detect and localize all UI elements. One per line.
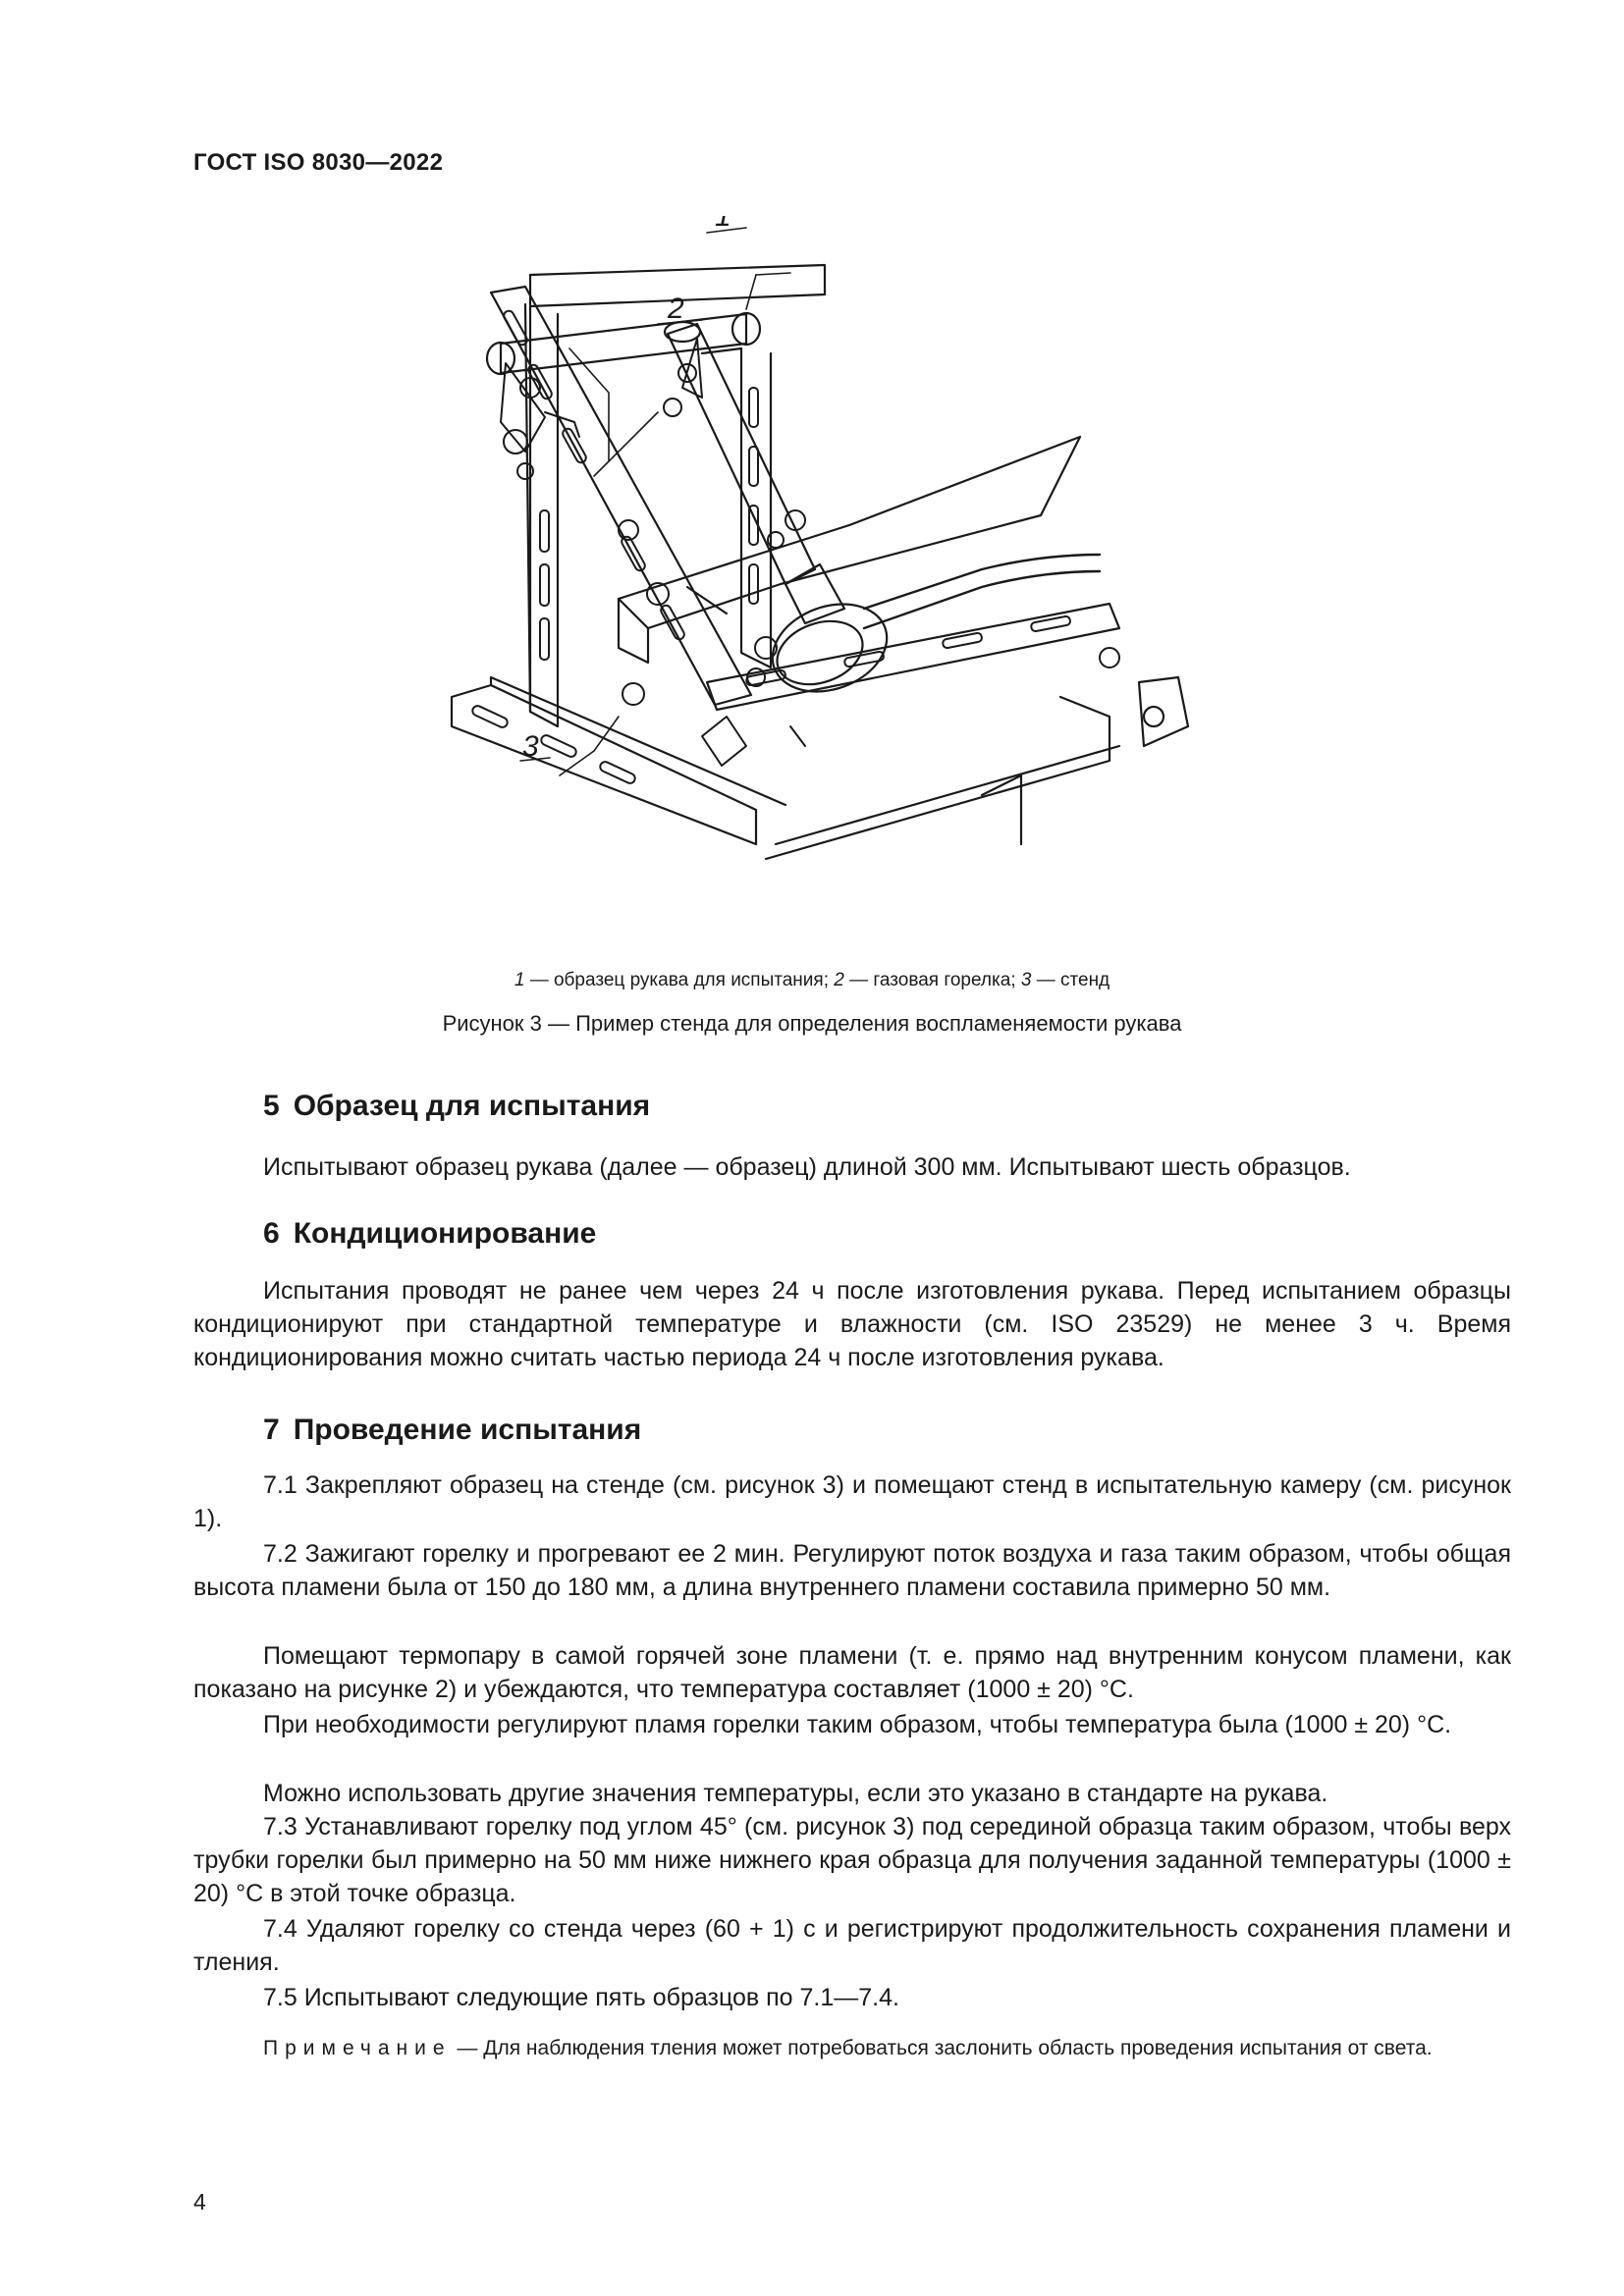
callout-1: 1 bbox=[715, 216, 731, 233]
section-6-paragraph: Испытания проводят не ранее чем через 24 ч после изготовления рукава. Перед испытанием образцы кондиционируют при стандартной температуре и влажности (см. ISO 23529) не менее 3 ч. Время кондиционирования можно считать частью периода 24 ч после изготовления рукава. bbox=[193, 1277, 1511, 1371]
section-6-title: Кондиционирование bbox=[293, 1217, 597, 1250]
clause-7-2-adjust: При необходимости регулируют пламя горелки таким образом, чтобы температура была (1000 ± 20) °С. bbox=[263, 1711, 1452, 1738]
callout-2: 2 bbox=[668, 293, 684, 325]
note-label: Примечание bbox=[263, 2037, 452, 2059]
section-7-number: 7 bbox=[263, 1414, 280, 1446]
legend-num-3: 3 bbox=[1020, 970, 1032, 990]
section-6-heading bbox=[263, 1217, 596, 1251]
clause-7-5: 7.5 Испытывают следующие пять образцов по 7.1—7.4. bbox=[263, 1984, 899, 2011]
section-5-number: 5 bbox=[263, 1090, 280, 1122]
legend-num-2: 2 bbox=[834, 970, 844, 990]
legend-text-1: — образец рукава для испытания; bbox=[524, 970, 835, 990]
legend-text-3: — стенд bbox=[1031, 970, 1110, 990]
clause-7-2-other-temp: Можно использовать другие значения температуры, если это указано в стандарте на рукава. bbox=[263, 1780, 1328, 1807]
callout-3: 3 bbox=[522, 730, 539, 763]
test-stand-drawing bbox=[432, 216, 1296, 942]
section-7-heading bbox=[263, 1414, 641, 1447]
clause-7-2-thermocouple: Помещают термопару в самой горячей зоне пламени (т. е. прямо над внутренним конусом пламени, как показано на рисунке 2) и убеждаются, что температура составляет (1000 ± 20) °С. bbox=[193, 1642, 1511, 1703]
note-text: — Для наблюдения тления может потребоваться заслонить область проведения испытания от света. bbox=[451, 2037, 1433, 2059]
document-header: ГОСТ ISO 8030—2022 bbox=[193, 149, 444, 176]
note bbox=[193, 2034, 1511, 2063]
figure-test-stand bbox=[432, 216, 1296, 942]
section-5-title: Образец для испытания bbox=[293, 1090, 651, 1122]
page-number: 4 bbox=[193, 2189, 206, 2215]
figure-caption: Рисунок 3 — Пример стенда для определения воспламеняемости рукава bbox=[442, 1011, 1182, 1036]
legend-num-1: 1 bbox=[514, 970, 525, 990]
clause-7-2: 7.2 Зажигают горелку и прогревают ее 2 мин. Регулируют поток воздуха и газа таким образом, чтобы общая высота пламени была от 150 до 180 мм, а длина внутреннего пламени составила примерно 50 мм. bbox=[193, 1540, 1511, 1601]
section-7-title: Проведение испытания bbox=[293, 1414, 642, 1446]
figure-legend bbox=[0, 970, 1624, 991]
clause-7-1: 7.1 Закрепляют образец на стенде (см. рисунок 3) и помещают стенд в испытательную камеру (см. рисунок 1). bbox=[193, 1471, 1511, 1532]
section-5-heading bbox=[263, 1090, 650, 1123]
legend-text-2: — газовая горелка; bbox=[843, 970, 1021, 990]
clause-7-3: 7.3 Устанавливают горелку под углом 45° (см. рисунок 3) под серединой образца таким образом, чтобы верх трубки горелки был примерно на 50 мм ниже нижнего края образца для получения заданной температуры (1000 ± 20) °С в этой точке образца. bbox=[193, 1813, 1511, 1907]
clause-7-4: 7.4 Удаляют горелку со стенда через (60 + 1) с и регистрируют продолжительность сохранения пламени и тления. bbox=[193, 1915, 1511, 1976]
section-5-paragraph: Испытывают образец рукава (далее — образец) длиной 300 мм. Испытывают шесть образцов. bbox=[263, 1153, 1351, 1181]
section-6-number: 6 bbox=[263, 1217, 280, 1250]
